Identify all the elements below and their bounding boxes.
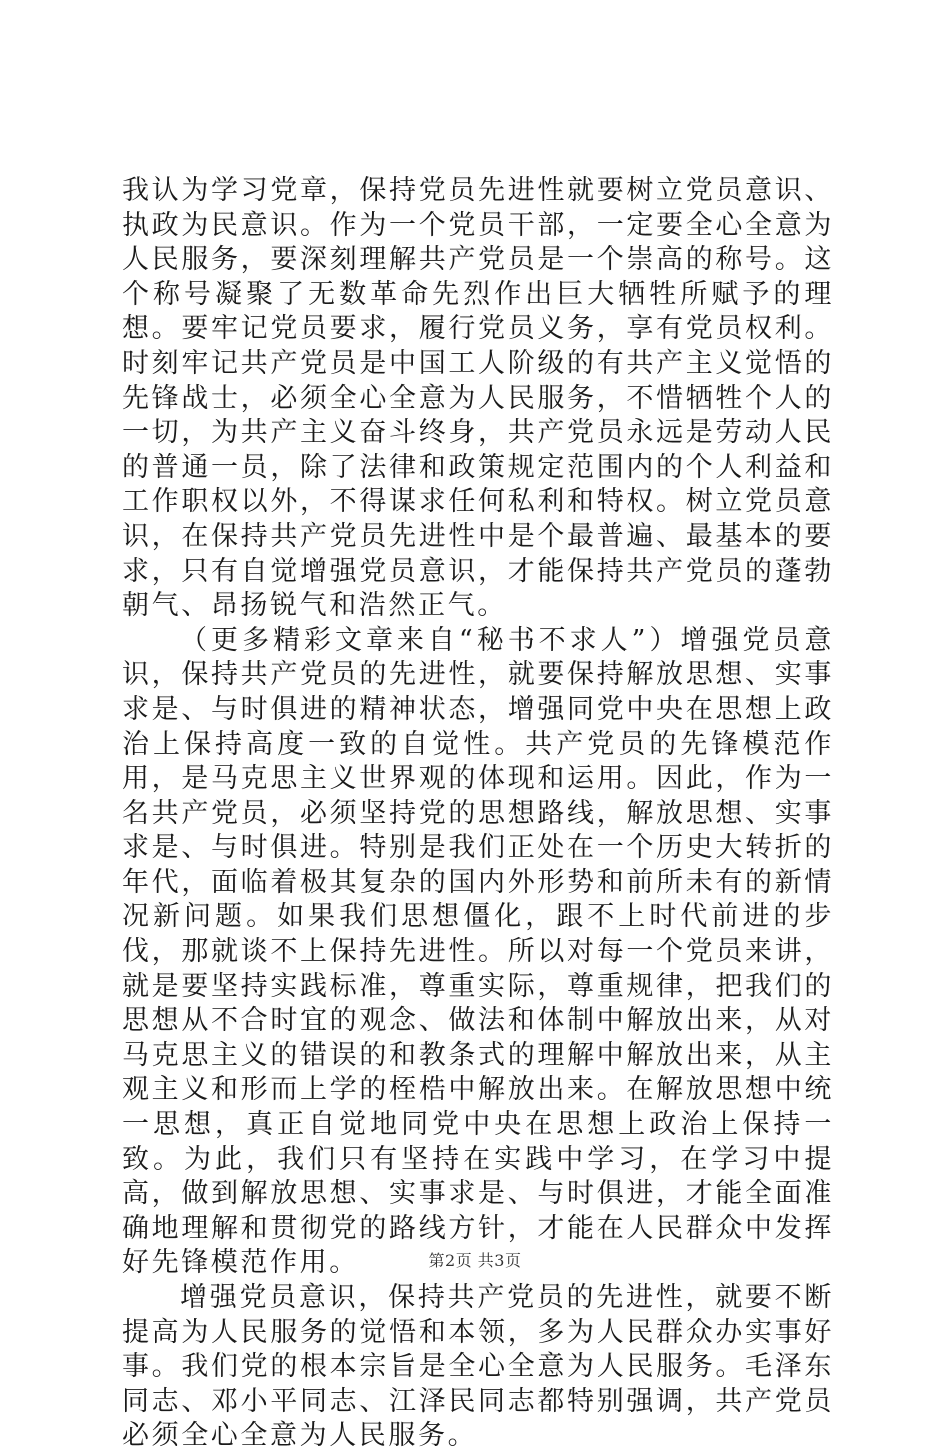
paragraph-1: 我认为学习党章，保持党员先进性就要树立党员意识、执政为民意识。作为一个党员干部，一定要全心全意为人民服务，要深刻理解共产党员是一个崇高的称号。这个称号凝聚了无数革命先烈作出巨大牺牲所赋予的理想。要牢记党员要求，履行党员义务，享有党员权利。时刻牢记共产党员是中国工人阶级的有共产主义觉悟的先锋战士，必须全心全意为人民服务，不惜牺牲个人的一切，为共产主义奋斗终身，共产党员永远是劳动人民的普通一员，除了法律和政策规定范围内的个人利益和工作职权以外，不得谋求任何私利和特权。树立党员意识，在保持共产党员先进性中是个最普遍、最基本的要求，只有自觉增强党员意识，才能保持共产党员的蓬勃朝气、昂扬锐气和浩然正气。 [122,175,834,622]
page-footer: 第2页 共3页 [428,1251,522,1270]
paragraph-3: 增强党员意识，保持共产党员的先进性，就要不断提高为人民服务的觉悟和本领，多为人民群众办实事好事。我们党的根本宗旨是全心全意为人民服务。毛泽东同志、邓小平同志、江泽民同志都特别强调，共产党员必须全心全意为人民服务。 [122,1282,834,1452]
paragraph-2: （更多精彩文章来自“秘书不求人”）增强党员意识，保持共产党员的先进性，就要保持解放思想、实事求是、与时俱进的精神状态，增强同党中央在思想上政治上保持高度一致的自觉性。共产党员的先锋模范作用，是马克思主义世界观的体现和运用。因此，作为一名共产党员，必须坚持党的思想路线，解放思想、实事求是、与时俱进。特别是我们正处在一个历史大转折的年代，面临着极其复杂的国内外形势和前所未有的新情况新问题。如果我们思想僵化，跟不上时代前进的步伐，那就谈不上保持先进性。所以对每一个党员来讲，就是要坚持实践标准，尊重实际，尊重规律，把我们的思想从不合时宜的观念、做法和体制中解放出来，从对马克思主义的错误的和教条式的理解中解放出来，从主观主义和形而上学的桎梏中解放出来。在解放思想中统一思想，真正自觉地同党中央在思想上政治上保持一致。为此，我们只有坚持在实践中学习，在学习中提高，做到解放思想、实事求是、与时俱进，才能全面准确地理解和贯彻党的路线方针，才能在人民群众中发挥好先锋模范作用。 [122,624,834,1279]
